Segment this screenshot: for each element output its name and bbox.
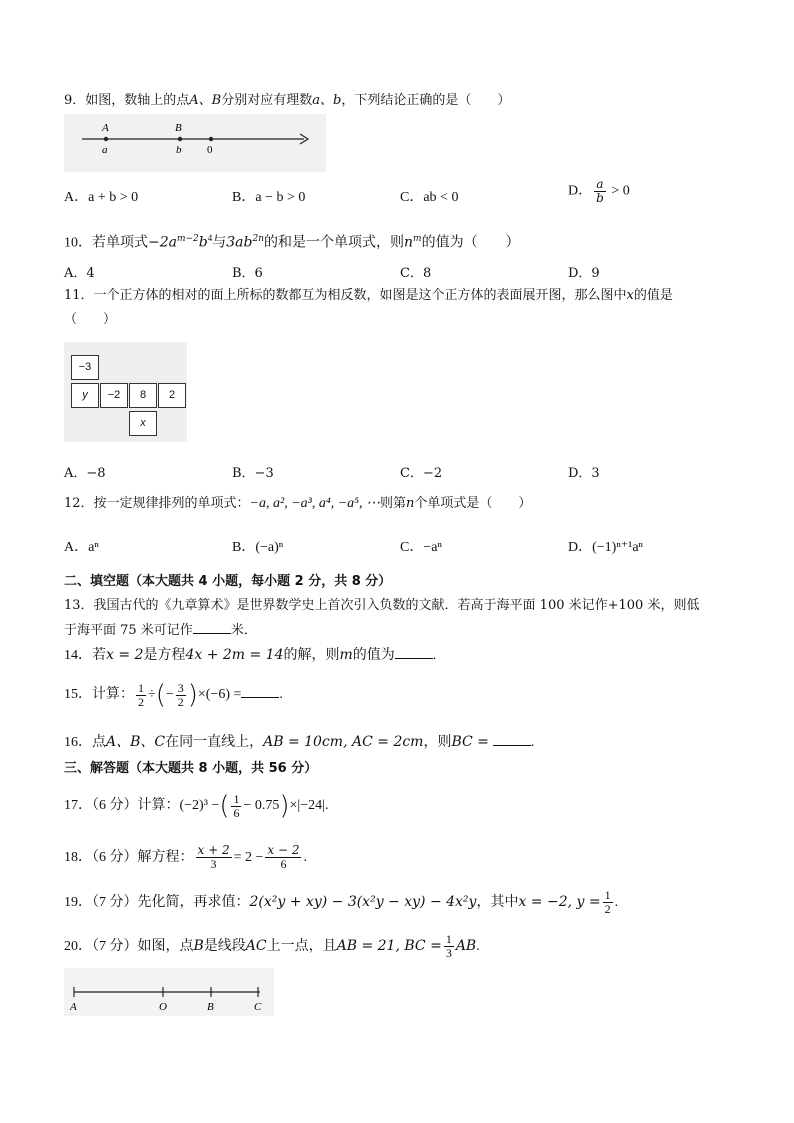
option-d[interactable]: D．(−1)ⁿ⁺¹aⁿ [568, 540, 643, 555]
origin-label: 0 [207, 144, 213, 156]
label-C: C [254, 1001, 262, 1013]
option-d[interactable]: D． $\frac{a}{b}$ > 0 [568, 177, 630, 205]
cell-2: 2 [158, 383, 186, 408]
question-19: 19．（7 分）先化简，再求值：2(x²y + xy) − 3(x²y − xy) − 4x²y，其中x = −2, y = $\frac{1}{2}$ . [64, 888, 619, 917]
question-16: 16．点A、B、C在同一直线上，AB = 10cm, AC = 2cm，则BC = . [64, 734, 535, 750]
question-11-stem: 11．一个正方体的相对的面上所标的数都互为相反数，如图是这个正方体的表面展开图，那么图中x的值是 [64, 288, 673, 303]
option-d[interactable]: D．3 [568, 466, 600, 481]
question-12-stem: 12．按一定规律排列的单项式：−a, a², −a³, a⁴, −a⁵, ⋯则第n个单项式是（ ） [64, 496, 532, 511]
point-A-label: A [102, 122, 109, 134]
answer-blank[interactable] [493, 733, 531, 746]
option-d[interactable]: D．9 [568, 266, 600, 281]
option-b[interactable]: B．(−a)ⁿ [232, 540, 284, 555]
label-O: O [159, 1001, 167, 1013]
question-12-options [64, 536, 744, 554]
cell-y: y [71, 383, 99, 408]
question-15: 15．计算： $\frac{1}{2}$ ÷(− $\frac{3}{2}$ )×(−6) = . [64, 680, 283, 710]
answer-blank[interactable] [193, 621, 231, 634]
section-3-title: 三、解答题（本大题共 8 小题，共 56 分） [64, 761, 318, 776]
option-a[interactable]: A．−8 [64, 466, 106, 481]
answer-blank[interactable] [395, 646, 433, 659]
point-B-label: B [175, 122, 182, 134]
cube-net-figure [64, 342, 187, 442]
label-B: B [207, 1001, 214, 1013]
cell-minus-2: −2 [100, 383, 128, 408]
question-10-stem: 10．若单项式$-2a^{m-2}b^4$与$3ab^{2n}$的和是一个单项式，则$n^m$的值为（ ） [64, 233, 520, 251]
cell-x: x [129, 411, 157, 436]
option-c[interactable]: C．ab < 0 [400, 190, 459, 205]
option-b[interactable]: B．−3 [232, 466, 274, 481]
cell-8: 8 [129, 383, 157, 408]
question-11-paren: （ ） [64, 312, 117, 327]
question-10-options [64, 262, 744, 280]
option-b[interactable]: B．6 [232, 266, 263, 281]
label-A: A [70, 1001, 77, 1013]
option-b[interactable]: B．a − b > 0 [232, 190, 306, 205]
point-a-label: a [102, 144, 108, 156]
question-18: 18．（6 分）解方程： $\frac{x + 2}{3}$ = 2 − $\frac{x - 2}{6}$ . [64, 843, 307, 872]
question-11-options [64, 462, 744, 480]
question-13-line-2: 于海平面 75 米可记作 米． [64, 623, 257, 638]
segment-figure [64, 968, 274, 1016]
question-17: 17．（6 分）计算：(−2)³ −( $\frac{1}{6}$ − 0.75)×|−24|. [64, 791, 329, 821]
number-line-figure [64, 114, 326, 172]
question-9-stem: 9．如图，数轴上的点A、B分别对应有理数a、b，下列结论正确的是（ ） [64, 93, 511, 108]
question-14: 14．若x = 2是方程4x + 2m = 14的解，则m的值为 . [64, 647, 437, 663]
cell-top: −3 [71, 355, 99, 380]
option-c[interactable]: C．8 [400, 266, 432, 281]
point-b-label: b [176, 144, 182, 156]
question-13-line-1: 13．我国古代的《九章算术》是世界数学史上首次引入负数的文献．若高于海平面 100 米记作+100 米，则低 [64, 598, 700, 613]
option-a[interactable]: A．a + b > 0 [64, 190, 139, 205]
option-a[interactable]: A．aⁿ [64, 540, 99, 555]
answer-blank[interactable] [241, 685, 279, 698]
option-c[interactable]: C．−aⁿ [400, 540, 442, 555]
option-a[interactable]: A．4 [64, 266, 95, 281]
option-c[interactable]: C．−2 [400, 466, 443, 481]
question-9-options [64, 177, 744, 205]
question-20: 20．（7 分）如图，点B是线段AC上一点，且AB = 21, BC = $\frac{1}{3}$ AB. [64, 932, 480, 961]
section-2-title: 二、填空题（本大题共 4 小题，每小题 2 分，共 8 分） [64, 574, 392, 589]
